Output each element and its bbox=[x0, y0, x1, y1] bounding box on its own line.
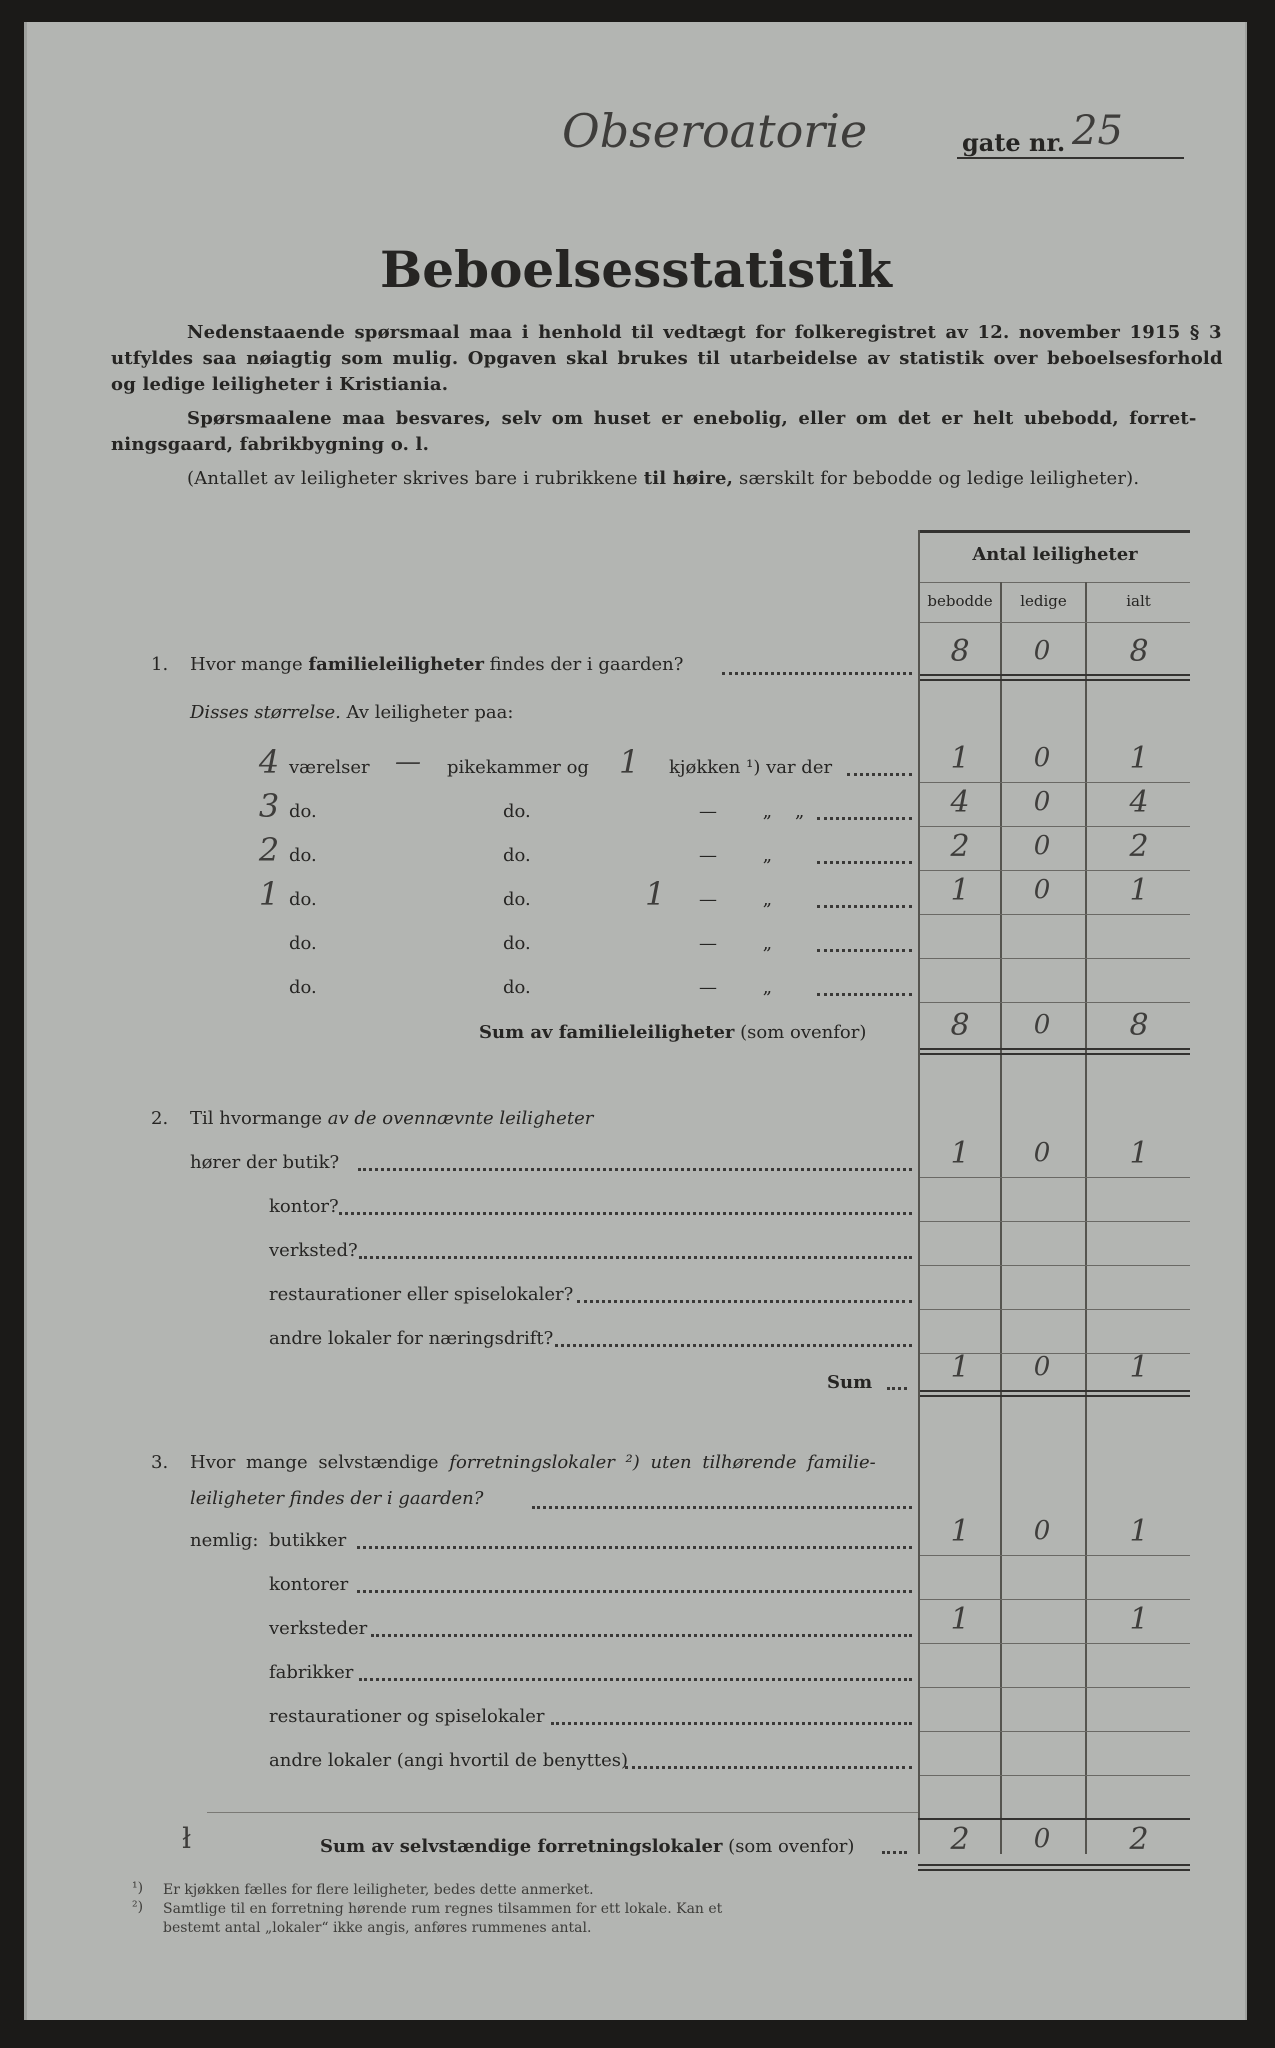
size-ialt: 1 bbox=[1129, 873, 1149, 908]
row-rule bbox=[920, 1775, 1190, 1776]
row-rule bbox=[920, 958, 1190, 959]
size-maid-label: do. bbox=[503, 845, 531, 866]
row-rule bbox=[920, 1002, 1190, 1003]
rule bbox=[207, 1812, 918, 1813]
intro-line-1: Nedenstaaende spørsmaal maa i henhold til vedtægt for folkeregistret av 12. november 1915 § 3 bbox=[187, 322, 1222, 343]
size-ledige: 0 bbox=[1033, 875, 1051, 905]
q3-question-line2: leiligheter findes der i gaarden? bbox=[190, 1488, 484, 1509]
row-rule bbox=[920, 1643, 1190, 1644]
size-bebodde: 2 bbox=[950, 829, 970, 864]
leader bbox=[371, 1634, 912, 1637]
sum-section2-ledige: 0 bbox=[1033, 1352, 1051, 1382]
section3-row-label: kontorer bbox=[269, 1574, 349, 1595]
size-maid-label: do. bbox=[503, 801, 531, 822]
page-title: Beboelsesstatistik bbox=[380, 240, 892, 299]
q2-number: 2. bbox=[151, 1108, 169, 1129]
section3-row-label: verksteder bbox=[269, 1618, 368, 1639]
row-rule bbox=[920, 1731, 1190, 1732]
footnote-2-cont: bestemt antal „lokaler“ ikke angis, anføres rummenes antal. bbox=[163, 1920, 592, 1936]
sum-business-ialt: 2 bbox=[1129, 1822, 1149, 1857]
leader bbox=[722, 672, 912, 675]
size-ialt: 4 bbox=[1129, 785, 1149, 820]
sum-family-ialt: 8 bbox=[1129, 1008, 1149, 1043]
q3-number: 3. bbox=[151, 1452, 169, 1473]
sum-section2-underline bbox=[920, 1390, 1190, 1392]
size-heading: Disses størrelse. Av leiligheter paa: bbox=[190, 702, 514, 723]
size-bebodde: 1 bbox=[950, 741, 970, 776]
size-kitchen-label: — „ bbox=[699, 977, 773, 998]
row-rule bbox=[920, 1309, 1190, 1310]
sum-section2-ialt: 1 bbox=[1129, 1350, 1149, 1385]
leader bbox=[847, 773, 912, 776]
leader bbox=[357, 1590, 912, 1593]
table-left-border bbox=[918, 530, 920, 1854]
size-rooms-count: 2 bbox=[258, 831, 280, 869]
table-header-divider bbox=[920, 582, 1190, 583]
size-bebodde: 4 bbox=[950, 785, 970, 820]
row-rule bbox=[920, 1555, 1190, 1556]
size-rooms-count: 4 bbox=[258, 743, 280, 781]
section3-row-label: butikker bbox=[269, 1530, 347, 1551]
sum-family-bebodde: 8 bbox=[950, 1008, 970, 1043]
size-kitchen-label: — „ bbox=[699, 933, 773, 954]
section2-row-label: kontor? bbox=[269, 1196, 339, 1217]
col-head-bebodde: bebodde bbox=[927, 592, 993, 610]
row-rule bbox=[920, 826, 1190, 827]
q2-question: Til hvormange av de ovennævnte leiligheter bbox=[190, 1108, 594, 1129]
size-maid-label: do. bbox=[503, 977, 531, 998]
section3-bebodde: 1 bbox=[950, 1514, 970, 1549]
size-rooms-label: do. bbox=[289, 801, 317, 822]
section2-row-label: hører der butik? bbox=[190, 1152, 340, 1173]
leader bbox=[532, 1506, 912, 1509]
section3-row-label: restaurationer og spiselokaler bbox=[269, 1706, 545, 1727]
section3-ialt: 1 bbox=[1129, 1602, 1149, 1637]
section3-bebodde: 1 bbox=[950, 1602, 970, 1637]
intro-line-5: ningsgaard, fabrikbygning o. l. bbox=[111, 434, 430, 455]
row-rule bbox=[920, 1265, 1190, 1266]
leader bbox=[817, 993, 912, 996]
col-head-ialt: ialt bbox=[1126, 592, 1151, 610]
sum-section2-underline-2 bbox=[920, 1395, 1190, 1397]
size-kitchen-count: 1 bbox=[619, 743, 640, 781]
size-rooms-label: do. bbox=[289, 845, 317, 866]
size-rooms-label: do. bbox=[289, 889, 317, 910]
size-maid-label: pikekammer og bbox=[447, 757, 589, 778]
sum-business-bottom-2 bbox=[918, 1869, 1190, 1871]
section2-ialt: 1 bbox=[1129, 1136, 1149, 1171]
margin-mark-handwritten: ł bbox=[182, 1822, 192, 1855]
size-bebodde: 1 bbox=[950, 873, 970, 908]
section3-row-label: fabrikker bbox=[269, 1662, 354, 1683]
size-kitchen-label: — „ bbox=[699, 845, 773, 866]
sum-business-bottom bbox=[918, 1864, 1190, 1866]
leader bbox=[359, 1678, 912, 1681]
size-rooms-count: 3 bbox=[258, 787, 280, 825]
leader bbox=[887, 1387, 907, 1390]
street-label: gate nr. bbox=[962, 128, 1066, 157]
row-rule bbox=[920, 782, 1190, 783]
size-maid-label: do. bbox=[503, 933, 531, 954]
size-rooms-label: do. bbox=[289, 933, 317, 954]
leader bbox=[817, 861, 912, 864]
sum-family-label: Sum av familieleiligheter (som ovenfor) bbox=[479, 1022, 867, 1043]
intro-line-3: og ledige leiligheter i Kristiania. bbox=[111, 374, 449, 395]
row-rule bbox=[920, 870, 1190, 871]
size-kitchen-count: 1 bbox=[645, 875, 666, 913]
footnote-1: Er kjøkken fælles for flere leiligheter, bedes dette anmerket. bbox=[163, 1882, 594, 1898]
sum-business-top bbox=[918, 1818, 1190, 1820]
leader bbox=[817, 949, 912, 952]
q1-bebodde: 8 bbox=[950, 634, 970, 669]
leader bbox=[817, 905, 912, 908]
q1-ledige: 0 bbox=[1033, 636, 1051, 666]
sum-section2-bebodde: 1 bbox=[950, 1350, 970, 1385]
intro-note: (Antallet av leiligheter skrives bare i rubrikkene til høire, særskilt for bebodde og ledige leiligheter). bbox=[187, 468, 1140, 489]
sum-family-ledige: 0 bbox=[1033, 1010, 1051, 1040]
size-ledige: 0 bbox=[1033, 831, 1051, 861]
street-name-handwritten: Obseroatorie bbox=[562, 104, 868, 158]
street-underline bbox=[957, 157, 1184, 159]
section2-row-label: verksted? bbox=[269, 1240, 358, 1261]
street-number-handwritten: 25 bbox=[1072, 108, 1123, 154]
size-ledige: 0 bbox=[1033, 743, 1051, 773]
section2-row-label: andre lokaler for næringsdrift? bbox=[269, 1328, 554, 1349]
size-maid-count: — bbox=[395, 747, 421, 777]
row-rule bbox=[920, 914, 1190, 915]
footnote-2: Samtlige til en forretning hørende rum regnes tilsammen for ett lokale. Kan et bbox=[163, 1901, 723, 1917]
size-ialt: 2 bbox=[1129, 829, 1149, 864]
leader bbox=[358, 1168, 912, 1171]
size-maid-label: do. bbox=[503, 889, 531, 910]
col-divider-2 bbox=[1085, 582, 1087, 1854]
leader bbox=[555, 1344, 912, 1347]
q1-ialt: 8 bbox=[1129, 634, 1149, 669]
leader bbox=[551, 1722, 912, 1725]
section3-row-label: andre lokaler (angi hvortil de benyttes) bbox=[269, 1750, 629, 1771]
section3-ialt: 1 bbox=[1129, 1514, 1149, 1549]
size-rooms-count: 1 bbox=[258, 875, 280, 913]
sum-family-underline-2 bbox=[920, 1053, 1190, 1055]
q3-namely: nemlig: bbox=[190, 1530, 259, 1551]
q3-question: Hvor mange selvstændige forretningslokaler ²) uten tilhørende familie- bbox=[190, 1452, 876, 1473]
sum-business-ledige: 0 bbox=[1033, 1824, 1051, 1854]
q1-underline-2 bbox=[920, 679, 1190, 681]
size-rooms-label: do. bbox=[289, 977, 317, 998]
footnote-1-marker: ¹) bbox=[132, 1880, 144, 1896]
intro-line-2: utfyldes saa nøiagtig som mulig. Opgaven skal brukes til utarbeidelse av statistik over beboelsesforhold bbox=[111, 348, 1223, 369]
row-rule bbox=[920, 1599, 1190, 1600]
leader bbox=[817, 817, 912, 820]
leader bbox=[882, 1851, 907, 1854]
table-top-border bbox=[918, 530, 1190, 533]
leader bbox=[625, 1766, 912, 1769]
row-rule bbox=[920, 1687, 1190, 1688]
q1-underline bbox=[920, 674, 1190, 676]
section2-row-label: restaurationer eller spiselokaler? bbox=[269, 1284, 574, 1305]
size-rooms-label: værelser bbox=[289, 757, 370, 778]
sum-business-label: Sum av selvstændige forretningslokaler (som ovenfor) bbox=[320, 1836, 855, 1857]
q1-question: Hvor mange familieleiligheter findes der i gaarden? bbox=[190, 654, 684, 675]
size-kitchen-label: kjøkken ¹) var der bbox=[669, 757, 833, 778]
leader bbox=[577, 1300, 912, 1303]
size-kitchen-label: — „ bbox=[699, 889, 773, 910]
form-page bbox=[24, 22, 1247, 2020]
leader bbox=[359, 1256, 912, 1259]
row-rule bbox=[920, 1177, 1190, 1178]
sum-section2-label: Sum bbox=[827, 1372, 873, 1393]
leader bbox=[357, 1546, 912, 1549]
table-header: Antal leiligheter bbox=[972, 544, 1138, 565]
size-ledige: 0 bbox=[1033, 787, 1051, 817]
q1-number: 1. bbox=[151, 654, 169, 675]
leader bbox=[339, 1212, 912, 1215]
col-head-divider bbox=[920, 622, 1190, 623]
size-kitchen-label: — „ „ bbox=[699, 801, 805, 822]
col-head-ledige: ledige bbox=[1020, 592, 1067, 610]
section3-ledige: 0 bbox=[1033, 1516, 1051, 1546]
sum-business-bebodde: 2 bbox=[950, 1822, 970, 1857]
footnote-2-marker: ²) bbox=[132, 1899, 144, 1915]
section2-ledige: 0 bbox=[1033, 1138, 1051, 1168]
size-ialt: 1 bbox=[1129, 741, 1149, 776]
sum-family-underline bbox=[920, 1048, 1190, 1050]
section2-bebodde: 1 bbox=[950, 1136, 970, 1171]
row-rule bbox=[920, 1221, 1190, 1222]
intro-line-4: Spørsmaalene maa besvares, selv om huset er enebolig, eller om det er helt ubebodd, forret- bbox=[187, 408, 1197, 429]
